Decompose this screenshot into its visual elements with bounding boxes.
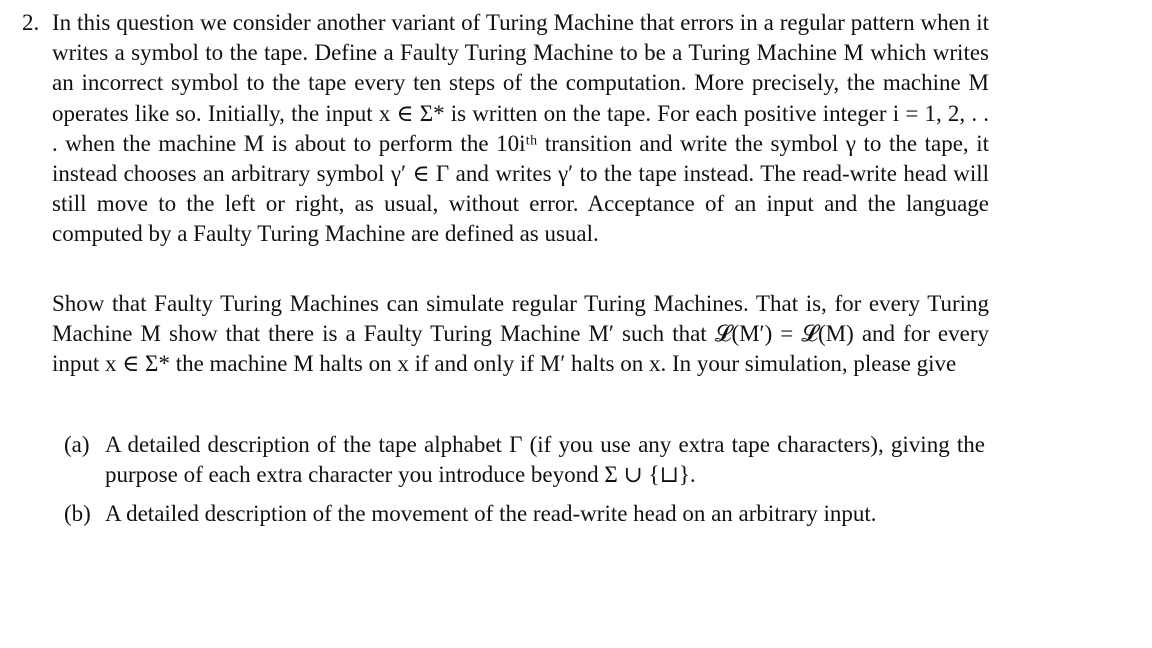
- list-item-a: [64, 430, 989, 492]
- question-number: 2.: [22, 10, 40, 35]
- list-item-label: (b): [64, 501, 91, 526]
- question-paragraph-2: Show that Faulty Turing Machines can simulate regular Turing Machines. That is, for every Turing Machine M show that there is a Faulty Turing Machine M′ such that 𝓛(M′) = 𝓛(M) and for every input x ∈ Σ* the machine M halts on x if and only if M′ halts on x. In your simulation, please give: [52, 291, 989, 377]
- question-paragraph-1: In this question we consider another variant of Turing Machine that errors in a regular pattern when it writes a symbol to the tape. Define a Faulty Turing Machine to be a Turing Machine M which writes an incorrect symbol to the tape every ten steps of the computation. More precisely, the machine M operates like so. Initially, the input x ∈ Σ* is written on the tape. For each positive integer i = 1, 2, . . . when the machine M is about to perform the 10iᵗʰ transition and write the symbol γ to the tape, it instead chooses an arbitrary symbol γ′ ∈ Γ and writes γ′ to the tape instead. The read-write head will still move to the left or right, as usual, without error. Acceptance of an input and the language computed by a Faulty Turing Machine are defined as usual.: [52, 10, 989, 247]
- list-item-text: A detailed description of the tape alphabet Γ (if you use any extra tape characters), giving the purpose of each extra character you introduce beyond Σ ∪ {⊔}.: [105, 432, 985, 488]
- list-item-label: (a): [64, 432, 90, 457]
- list-item-text: A detailed description of the movement of the read-write head on an arbitrary input.: [105, 501, 877, 526]
- list-item-b: [64, 499, 989, 531]
